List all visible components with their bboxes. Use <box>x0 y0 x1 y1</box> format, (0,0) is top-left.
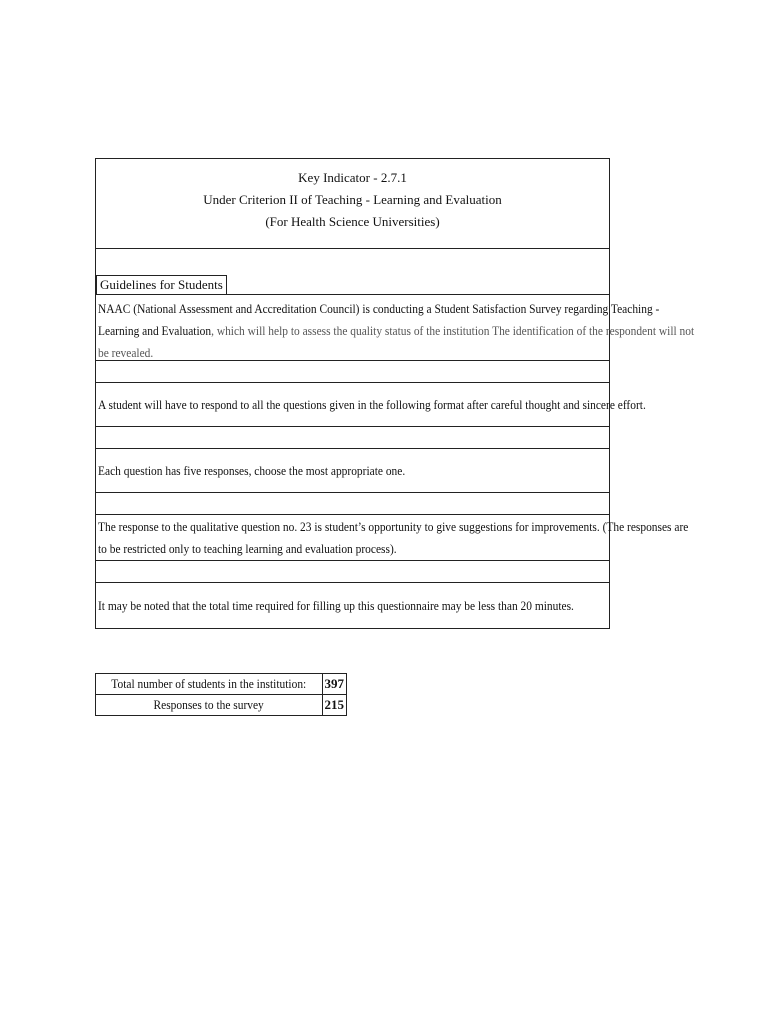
respond-paragraph <box>96 383 646 427</box>
intro-line-2a: Learning and Evaluation <box>98 323 212 338</box>
total-students-label: Total number of students in the institution: <box>96 674 323 695</box>
intro-line-1: NAAC (National Assessment and Accreditation Council) is conducting a Student Satisfaction Survey regarding Teaching - <box>98 301 660 316</box>
blank-row <box>96 561 609 583</box>
guidelines-label: Guidelines for Students <box>96 275 227 295</box>
summary-table <box>95 673 347 716</box>
guidelines-sheet <box>95 158 695 629</box>
key-indicator-title: Key Indicator - 2.7.1 <box>298 170 407 185</box>
blank-row <box>96 427 609 449</box>
university-type: (For Health Science Universities) <box>265 214 440 229</box>
table-row <box>96 695 347 716</box>
responses-value: 215 <box>322 695 347 716</box>
time-paragraph <box>96 583 609 628</box>
time-text: It may be noted that the total time required for filling up this questionnaire may be less than 20 minutes. <box>98 598 574 613</box>
criterion-subtitle: Under Criterion II of Teaching - Learning and Evaluation <box>203 192 502 207</box>
intro-line-3: be revealed. <box>98 345 154 360</box>
responses-paragraph <box>96 449 609 493</box>
guidelines-row <box>96 249 609 295</box>
respond-text: A student will have to respond to all the questions given in the following format after careful thought and sincere effort. <box>98 397 646 412</box>
qualitative-line-1: The response to the qualitative question no. 23 is student’s opportunity to give suggestions for improvements. (The responses are <box>98 519 689 534</box>
table-row <box>96 674 347 695</box>
blank-row <box>96 493 609 515</box>
qualitative-paragraph <box>96 515 689 561</box>
total-students-value: 397 <box>322 674 347 695</box>
qualitative-line-2: to be restricted only to teaching learning and evaluation process). <box>98 541 397 556</box>
responses-text: Each question has five responses, choose the most appropriate one. <box>98 463 406 478</box>
blank-row <box>96 361 609 383</box>
intro-line-2b: , which will help to assess the quality status of the institution The identification of the respondent will not <box>211 323 695 338</box>
header-block <box>96 159 609 249</box>
intro-paragraph <box>96 295 695 361</box>
responses-label: Responses to the survey <box>96 695 323 716</box>
